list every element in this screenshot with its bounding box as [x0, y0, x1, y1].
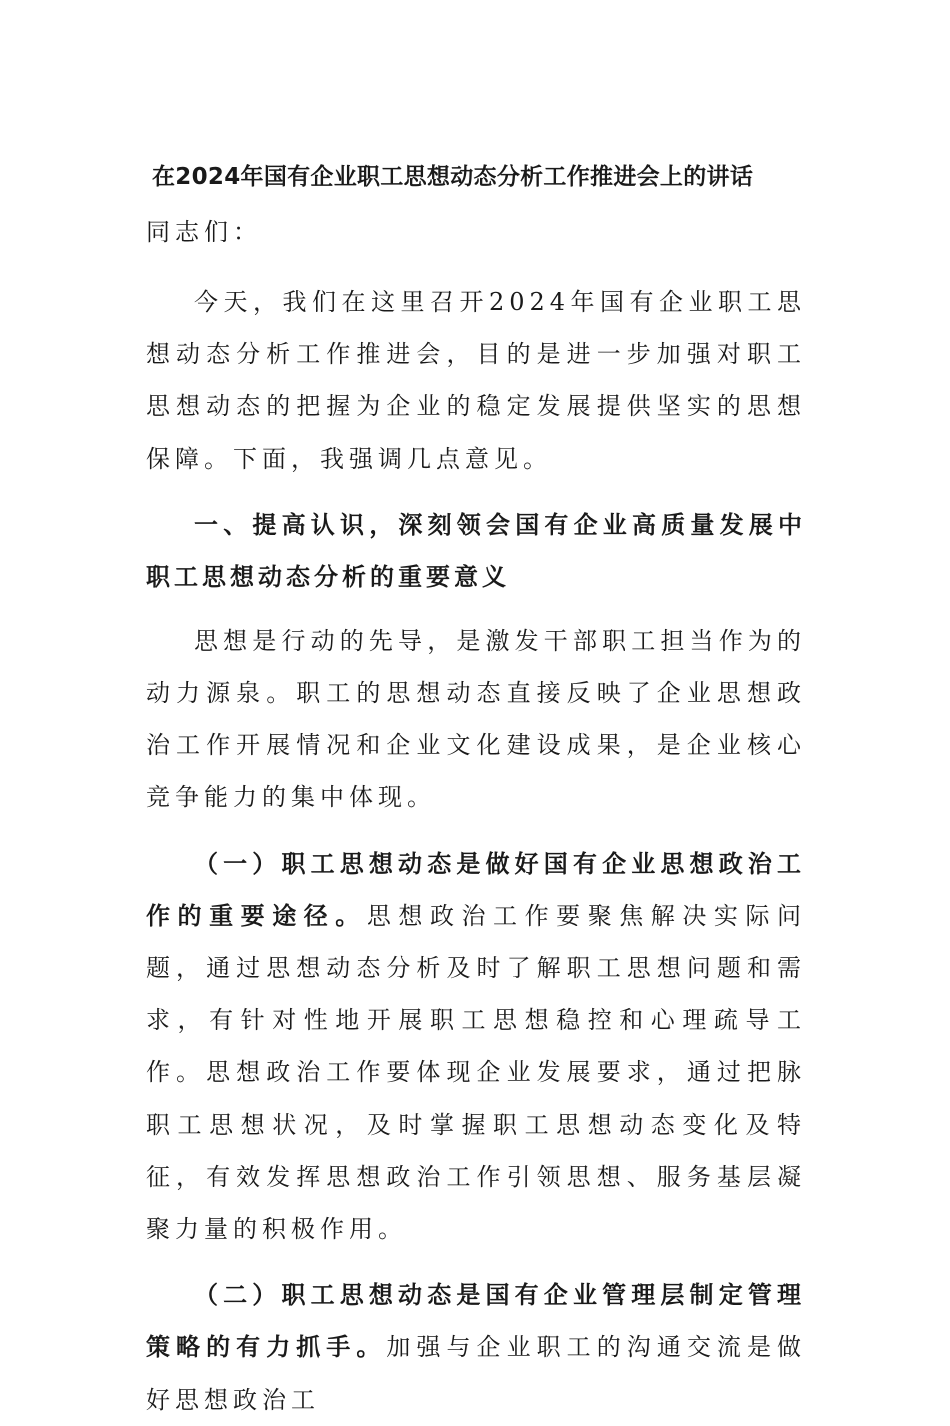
section-1-paragraph: 思想是行动的先导，是激发干部职工担当作为的动力源泉。职工的思想动态直接反映了企业思想政治工作开展情况和企业文化建设成果，是企业核心竞争能力的集中体现。	[146, 626, 806, 812]
point-2-lead: （二）职工思想动态是国有企业管理层制定管理策略的有力抓手。	[146, 1281, 806, 1362]
intro-paragraph: 今天，我们在这里召开2024年国有企业职工思想动态分析工作推进会，目的是进一步加强对职工思想动态的把握为企业的稳定发展提供坚实的思想保障。下面，我强调几点意见。	[146, 288, 806, 473]
point-2-body: 加强与企业职工的沟通交流是做好思想政治工	[146, 1333, 807, 1414]
document-title: 在2024年国有企业职工思想动态分析工作推进会上的讲话	[152, 164, 754, 190]
point-1-lead: （一）职工思想动态是做好国有企业思想政治工作的重要途径。	[146, 849, 806, 930]
point-1-body: 思想政治工作要聚焦解决实际问题，通过思想动态分析及时了解职工思想问题和需求，有针对性地开展职工思想稳控和心理疏导工作。思想政治工作要体现企业发展要求，通过把脉职工思想状况，及时掌握职工思想动态变化及特征，有效发挥思想政治工作引领思想、服务基层凝聚力量的积极作用。	[146, 901, 807, 1244]
point-2-paragraph	[146, 1269, 806, 1426]
point-1-paragraph	[146, 838, 806, 1256]
salutation: 同志们：	[146, 218, 262, 246]
section-1-heading: 一、提高认识，深刻领会国有企业高质量发展中职工思想动态分析的重要意义	[146, 510, 806, 591]
document-page	[146, 150, 806, 1426]
